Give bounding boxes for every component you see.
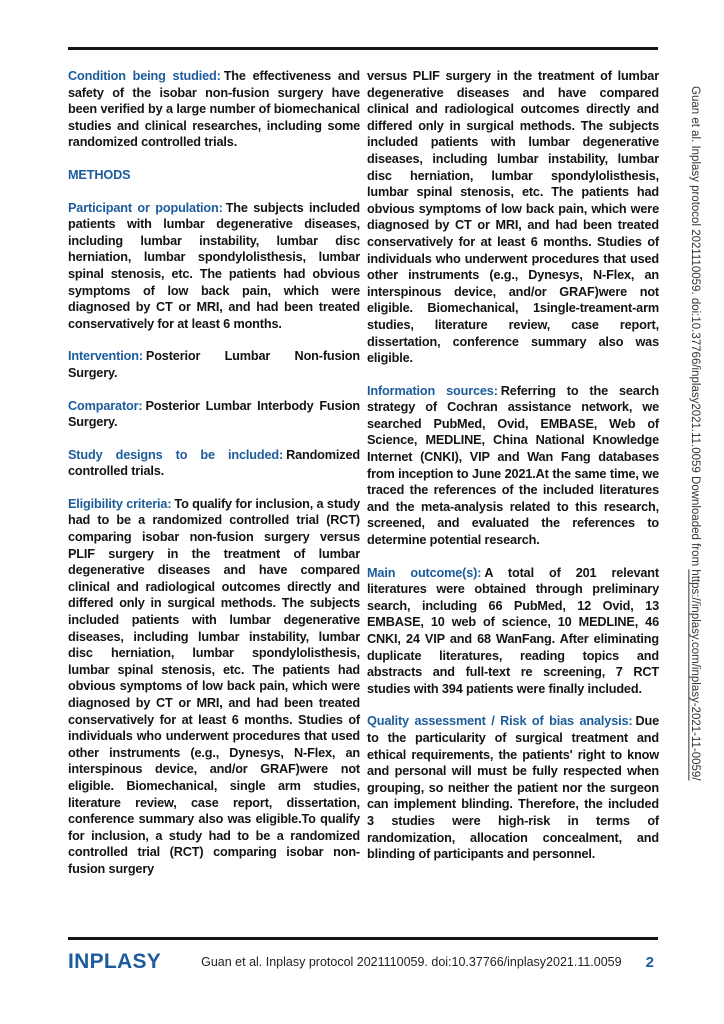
section-eligibility-criteria-continued [367, 68, 659, 367]
section-condition-being-studied [68, 68, 360, 151]
section-heading: Main outcome(s): [367, 565, 482, 580]
section-heading: METHODS [68, 167, 131, 182]
section-heading: Intervention: [68, 349, 143, 364]
sidebar-citation [688, 86, 702, 1020]
section-body: Randomized controlled trials. [68, 447, 360, 479]
section-body: Due to the particularity of surgical treatment and ethical requirements, the patients' right to know and personal will must be fully respected when grouping, so neither the patient nor the surgeon can implement blinding. Therefore, the included 3 studies were high-risk in terms of randomization, allocation concealment, and blinding of participants and personnel. [367, 714, 659, 862]
section-body: To qualify for inclusion, a study had to be a randomized controlled trial (RCT) comparing isobar non-fusion surgery versus PLIF surgery in the treatment of lumbar degenerative diseases and have compared clinical and radiological outcomes directly and differed only in surgical methods. The subjects included patients with lumbar degenerative diseases, including lumbar instability, lumbar disc herniation, lumbar spondylolisthesis, lumbar spinal stenosis, etc. The patients had obvious symptoms of low back pain, which were diagnosed by CT or MRI, and had been treated conservatively for at least 6 months. Studies of individuals who underwent procedures that used other instruments (e.g., Dynesys, N-Flex, an interspinous device, and/or GRAF)were not eligible. Biomechanical, single arm studies, literature review, case report, dissertation, conference summary also was eligible.To qualify for inclusion, a study had to be a randomized controlled trial (RCT) comparing isobar non-fusion surgery [68, 496, 361, 876]
section-body: The effectiveness and safety of the isobar non-fusion surgery have been verified by a large number of biomechanical studies and clinical researches, including some randomized controlled trials. [68, 69, 360, 150]
inplasy-logo: INPLASY [68, 950, 162, 973]
section-body: A total of 201 relevant literatures were obtained through preliminary search, including 66 PubMed, 12 Ovid, 13 EMBASE, 10 web of science, 10 MEDLINE, 46 CNKI, 24 VIP and 68 WanFang. After eliminating duplicate literatures, reading topics and abstracts and full-text re screening, 7 RCT studies with 394 patients were finally included. [367, 565, 659, 696]
page-footer [68, 946, 658, 978]
section-body: Referring to the search strategy of Cochran assistance network, we searched PubMed, Ovid, EMBASE, Web of Science, MEDLINE, China National Knowledge Internet (CNKI), VIP and Wan Fang databases from inception to June 2021.At the same time, we traced the references of the included literatures and the meta-analysis related to this research, screened, and evaluated the references to determine potential research. [367, 383, 659, 548]
section-heading: Study designs to be included: [68, 447, 284, 462]
sidebar-citation-url[interactable]: https://inplasy.com/inplasy-2021-11-0059/ [689, 569, 701, 781]
footer-rule [68, 937, 658, 940]
section-quality-assessment [367, 713, 659, 862]
section-comparator [68, 398, 360, 431]
section-heading: Participant or population: [68, 200, 223, 215]
section-heading: Condition being studied: [68, 69, 221, 83]
section-intervention [68, 348, 360, 381]
section-heading: Eligibility criteria: [68, 496, 172, 511]
section-body: Posterior Lumbar Interbody Fusion Surgery. [68, 398, 360, 430]
section-body: versus PLIF surgery in the treatment of lumbar degenerative diseases and have compared clinical and radiological outcomes directly and differed only in surgical methods. The subjects included patients with lumbar degenerative diseases, including lumbar instability, lumbar disc herniation, lumbar spondylolisthesis, lumbar spinal stenosis, etc. The patients had obvious symptoms of low back pain, which were diagnosed by CT or MRI, and had been treated conservatively for at least 6 months. Studies of individuals who underwent procedures that used other instruments (e.g., Dynesys, N-Flex, an interspinous device, and/or GRAF)were not eligible. Biomechanical, 1single-treament-arm studies, literature review, case report, dissertation, conference summary also was eligible. [367, 69, 659, 366]
section-participant-or-population [68, 200, 360, 333]
section-body: Posterior Lumbar Non-fusion Surgery. [68, 349, 360, 380]
section-heading: Quality assessment / Risk of bias analysis: [367, 714, 633, 729]
section-body: The subjects included patients with lumbar degenerative diseases, including lumbar instability, lumbar disc herniation, lumbar spondylolisthesis, lumbar spinal stenosis, etc. The patients had obvious symptoms of low back pain, which were diagnosed by CT or MRI, and had been treated conservatively for at least 6 months. [68, 200, 360, 331]
section-main-outcomes [367, 565, 659, 698]
section-heading: Comparator: [68, 398, 143, 413]
right-column [367, 68, 659, 863]
section-eligibility-criteria [68, 496, 360, 878]
sidebar-citation-text: Guan et al. Inplasy protocol 2021110059. doi:10.37766/inplasy2021.11.0059 Downloaded from [689, 86, 701, 570]
left-column [68, 68, 360, 878]
section-heading: Information sources: [367, 383, 498, 398]
section-study-designs [68, 447, 360, 480]
footer-citation: Guan et al. Inplasy protocol 2021110059. doi:10.37766/inplasy2021.11.0059 [201, 955, 622, 969]
section-methods-header [68, 167, 360, 184]
section-information-sources [367, 383, 659, 549]
page-number: 2 [645, 953, 654, 971]
top-rule [68, 47, 658, 50]
